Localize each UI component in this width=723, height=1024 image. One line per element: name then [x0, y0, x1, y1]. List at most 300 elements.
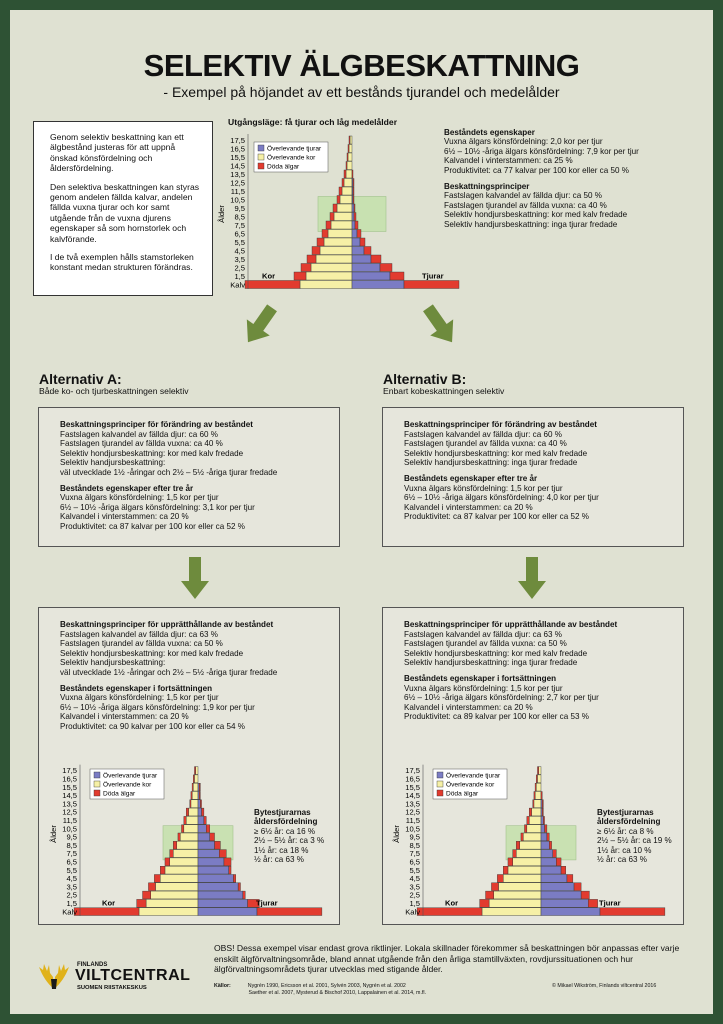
cow-dead-bar — [301, 264, 311, 272]
bull-dead-bar — [206, 825, 210, 833]
bull-dead-bar — [355, 221, 358, 229]
bull-dead-bar — [229, 866, 231, 874]
bulls-label: Tjurar — [599, 898, 621, 908]
bull-survivor-bar — [352, 213, 354, 221]
intro-paragraph: Genom selektiv beskattning kan ett älgbestånd justeras för att uppnå önskad könsfördelning och åldersfördelning. — [50, 132, 184, 174]
bull-survivor-bar — [198, 883, 238, 891]
tick-label: 11,5 — [62, 816, 77, 826]
tick-label: 7,5 — [66, 849, 77, 859]
cow-dead-bar — [154, 875, 160, 883]
alt-a-change-item: Selektiv handjursbeskattning: — [60, 458, 166, 468]
cow-survivor-bar — [189, 808, 198, 816]
cow-survivor-bar — [527, 825, 541, 833]
cow-dead-bar — [317, 238, 324, 246]
cows-label: Kor — [445, 898, 459, 908]
tick-label: Kalv — [62, 907, 77, 917]
tick-label: 3,5 — [234, 254, 245, 264]
tick-label: 8,5 — [409, 840, 420, 850]
cow-survivor-bar — [139, 908, 198, 916]
cow-dead-bar — [516, 841, 520, 849]
legend-bulls-swatch — [437, 772, 443, 778]
cow-dead-bar — [347, 153, 348, 161]
cow-survivor-bar — [536, 783, 541, 791]
tick-label: 12,5 — [230, 178, 245, 188]
cow-survivor-bar — [196, 767, 198, 775]
bull-dead-bar — [202, 808, 204, 816]
bull-survivor-bar — [198, 841, 215, 849]
cow-survivor-bar — [499, 883, 541, 891]
bull-dead-bar — [404, 281, 459, 289]
cow-dead-bar — [173, 841, 177, 849]
cow-dead-bar — [417, 908, 482, 916]
tick-label: 13,5 — [405, 799, 420, 809]
bull-dead-bar — [215, 841, 221, 849]
alt-b-change-item: Fastslagen tjurandel av fällda vuxna: ca 40 % — [404, 439, 567, 449]
cow-survivor-bar — [306, 272, 352, 280]
cow-survivor-bar — [349, 145, 352, 153]
alt-a-after-item: Produktivitet: ca 87 kalvar per 100 kor eller ca 52 % — [60, 521, 245, 531]
cow-dead-bar — [529, 808, 531, 816]
bull-survivor-bar — [541, 850, 553, 858]
bull-survivor-bar — [198, 816, 204, 824]
legend-dead-label: Döda älgar — [103, 790, 136, 798]
cow-survivor-bar — [193, 783, 198, 791]
bull-dead-bar — [588, 899, 597, 907]
bull-survivor-bar — [352, 272, 390, 280]
tick-label: 5,5 — [234, 237, 245, 247]
tick-label: 14,5 — [405, 791, 420, 801]
cow-dead-bar — [344, 170, 346, 178]
bull-dead-bar — [200, 800, 201, 808]
legend-cows-label: Överlevande kor — [103, 781, 152, 789]
tick-label: 17,5 — [62, 766, 77, 776]
cow-dead-bar — [524, 825, 526, 833]
tick-label: Kalv — [230, 280, 245, 290]
legend-bulls-swatch — [94, 772, 100, 778]
cow-survivor-bar — [316, 255, 352, 263]
cow-survivor-bar — [347, 162, 352, 170]
cow-dead-bar — [191, 792, 192, 800]
bull-dead-bar — [224, 858, 231, 866]
cow-dead-bar — [486, 891, 494, 899]
bull-dead-bar — [574, 883, 581, 891]
cow-dead-bar — [143, 891, 151, 899]
cow-dead-bar — [322, 230, 328, 238]
cow-dead-bar — [137, 899, 146, 907]
tick-label: 9,5 — [66, 832, 77, 842]
bull-dead-bar — [354, 204, 355, 212]
cow-dead-bar — [535, 783, 536, 791]
alt-a-maintain-heading: Beskattningsprinciper för upprätthållande av beståndet — [60, 620, 274, 629]
tick-label: 6,5 — [409, 857, 420, 867]
tick-label: 6,5 — [234, 229, 245, 239]
tick-label: 9,5 — [409, 832, 420, 842]
cow-dead-bar — [533, 800, 534, 808]
bull-survivor-bar — [198, 850, 219, 858]
alt-b-maintain-heading: Beskattningsprinciper för upprätthållande av beståndet — [404, 620, 618, 629]
cow-dead-bar — [193, 775, 194, 783]
tick-label: 10,5 — [62, 824, 77, 834]
cow-dead-bar — [181, 825, 183, 833]
alt-b-bull-age: 1½ år: ca 10 % — [597, 845, 652, 855]
arrow-down-right-icon — [420, 302, 460, 348]
cow-survivor-bar — [348, 153, 352, 161]
cow-survivor-bar — [300, 281, 352, 289]
legend-dead-swatch — [437, 790, 443, 796]
credit: © Mikael Wikström, Finlands viltcentral 2016 — [552, 983, 657, 989]
bull-dead-bar — [547, 833, 549, 841]
alt-a-change-box — [38, 407, 340, 547]
bull-dead-bar — [600, 908, 665, 916]
bull-dead-bar — [542, 808, 543, 816]
cow-survivor-bar — [173, 850, 198, 858]
bull-dead-bar — [210, 833, 215, 841]
cow-survivor-bar — [156, 883, 198, 891]
cow-dead-bar — [521, 833, 523, 841]
bull-survivor-bar — [352, 255, 371, 263]
tick-label: 4,5 — [66, 874, 77, 884]
cow-survivor-bar — [337, 204, 352, 212]
cow-survivor-bar — [177, 841, 198, 849]
alt-a-change-item: Fastslagen tjurandel av fällda vuxna: ca 40 % — [60, 439, 223, 449]
logo-text-top: FINLANDS — [77, 962, 108, 968]
cow-survivor-bar — [532, 808, 541, 816]
tick-label: 2,5 — [66, 890, 77, 900]
bull-survivor-bar — [541, 899, 588, 907]
bull-dead-bar — [371, 255, 381, 263]
bull-dead-bar — [543, 816, 544, 824]
cow-survivor-bar — [160, 875, 198, 883]
alt-a-after-item: Vuxna älgars könsfördelning: 1,5 kor per tjur — [60, 493, 219, 503]
cow-survivor-bar — [494, 891, 541, 899]
alt-a-cont-heading: Beståndets egenskaper i fortsättningen — [60, 683, 213, 693]
bull-survivor-bar — [541, 866, 561, 874]
tick-label: 7,5 — [409, 849, 420, 859]
cows-label: Kor — [262, 271, 276, 281]
tick-label: 2,5 — [234, 263, 245, 273]
sources-line: Saether et al. 2007, Mysterud & Bischof 2010, Lappalainen et al. 2014, m.fl. — [248, 989, 427, 996]
bull-dead-bar — [199, 783, 200, 791]
alt-b-bull-age-heading: Bytestjurarnas åldersfördelning — [597, 808, 661, 827]
initial-principle: Selektiv handjursbeskattning: inga tjurar fredade — [444, 219, 618, 229]
cow-dead-bar — [342, 179, 344, 187]
footer-note: OBS! Dessa exempel visar endast grova riktlinjer. Lokala skillnader förekommer så beskattningen bör anpassas efter varje enskilt älgförvaltningsområde, bland annat utgående från den årliga stamtillväxten, rovdjurssituationen och hur älgförvaltningsområdets tjurar utvecklas med stigande ålder. — [214, 943, 680, 975]
tick-label: 15,5 — [62, 782, 77, 792]
cow-survivor-bar — [186, 816, 198, 824]
cow-survivor-bar — [334, 213, 352, 221]
cow-dead-bar — [294, 272, 306, 280]
alt-a-maintain-item: väl utvecklade 1½ -åringar och 2½ – 5½ -åriga tjurar fredade — [60, 667, 278, 677]
alt-a-subtitle: Både ko- och tjurbeskattningen selektiv — [39, 386, 189, 396]
cow-dead-bar — [503, 866, 508, 874]
cow-survivor-bar — [192, 792, 198, 800]
cow-dead-bar — [497, 875, 503, 883]
cow-dead-bar — [337, 196, 340, 204]
cow-survivor-bar — [489, 899, 541, 907]
bull-survivor-bar — [541, 825, 545, 833]
cow-survivor-bar — [344, 179, 352, 187]
bull-dead-bar — [561, 866, 566, 874]
alt-a-bull-ages — [254, 808, 340, 864]
cow-dead-bar — [527, 816, 529, 824]
initial-principles-heading: Beskattningsprinciper — [444, 182, 530, 192]
bull-survivor-bar — [198, 866, 229, 874]
bull-dead-bar — [542, 800, 543, 808]
cow-survivor-bar — [534, 800, 541, 808]
alt-a-after-heading: Beståndets egenskaper efter tre år — [60, 483, 194, 493]
alt-b-after-item: Vuxna älgars könsfördelning: 1,5 kor per tjur — [404, 483, 563, 493]
bull-dead-bar — [353, 187, 354, 195]
bull-dead-bar — [204, 816, 206, 824]
alt-b-change-item: Fastslagen kalvandel av fällda djur: ca 60 % — [404, 429, 562, 439]
cow-dead-bar — [148, 883, 155, 891]
bulls-label: Tjurar — [422, 271, 444, 281]
tick-label: 17,5 — [405, 766, 420, 776]
alt-b-cont-heading: Beståndets egenskaper i fortsättningen — [404, 673, 557, 683]
alt-a-change-item: Fastslagen kalvandel av fällda djur: ca 60 % — [60, 429, 218, 439]
bull-survivor-bar — [352, 281, 404, 289]
cow-survivor-bar — [184, 825, 198, 833]
initial-prop: Vuxna älgars könsfördelning: 2,0 kor per tjur — [444, 137, 603, 147]
bull-dead-bar — [257, 908, 322, 916]
y-axis-label: Ålder — [392, 825, 401, 843]
tick-label: 16,5 — [230, 144, 245, 154]
tick-label: 13,5 — [230, 169, 245, 179]
alt-b-cont-item: Produktivitet: ca 89 kalvar per 100 kor eller ca 53 % — [404, 712, 589, 722]
cow-survivor-bar — [482, 908, 541, 916]
tick-label: 5,5 — [66, 865, 77, 875]
initial-prop: Produktivitet: ca 77 kalvar per 100 kor eller ca 50 % — [444, 165, 629, 175]
bull-survivor-bar — [541, 858, 556, 866]
y-axis-label: Ålder — [217, 205, 226, 223]
tick-label: 17,5 — [230, 135, 245, 145]
cow-dead-bar — [348, 145, 349, 153]
tick-label: 4,5 — [409, 874, 420, 884]
cow-dead-bar — [537, 767, 538, 775]
bull-dead-bar — [199, 792, 200, 800]
alt-b-bull-ages — [597, 808, 683, 864]
bull-survivor-bar — [198, 899, 248, 907]
cow-survivor-bar — [320, 247, 352, 255]
cow-survivor-bar — [331, 221, 352, 229]
tick-label: 16,5 — [405, 774, 420, 784]
alt-a-maintain-item: Selektiv handjursbeskattning: — [60, 658, 166, 668]
initial-prop: 6½ – 10½ -åriga älgars könsfördelning: 7,9 kor per tjur — [444, 146, 639, 156]
alt-a-title: Alternativ A: — [39, 371, 122, 387]
tick-label: 11,5 — [230, 186, 245, 196]
alt-a-cont-item: Produktivitet: ca 90 kalvar per 100 kor eller ca 54 % — [60, 721, 245, 731]
cow-survivor-bar — [503, 875, 541, 883]
cow-survivor-bar — [324, 238, 352, 246]
cow-dead-bar — [192, 783, 193, 791]
tick-label: 12,5 — [62, 807, 77, 817]
cow-dead-bar — [330, 213, 334, 221]
bull-survivor-bar — [352, 264, 380, 272]
tick-label: 10,5 — [230, 195, 245, 205]
cow-survivor-bar — [194, 775, 198, 783]
bull-dead-bar — [556, 858, 561, 866]
cow-dead-bar — [194, 767, 195, 775]
cow-survivor-bar — [529, 816, 541, 824]
cow-survivor-bar — [535, 792, 541, 800]
legend-cows-swatch — [437, 781, 443, 787]
bull-survivor-bar — [198, 800, 200, 808]
alt-a-bull-age: ½ år: ca 63 % — [254, 855, 304, 865]
logo-text-sub: SUOMEN RIISTAKESKUS — [77, 985, 147, 991]
tick-label: 1,5 — [409, 899, 420, 909]
alt-a-maintain-item: Selektiv hondjursbeskattning: kor med kalv fredade — [60, 648, 244, 658]
bull-dead-bar — [357, 230, 361, 238]
moose-antler-logo-icon — [35, 961, 73, 991]
intro-box — [33, 121, 213, 296]
bull-dead-bar — [581, 891, 589, 899]
sources-label: Källor: — [214, 983, 231, 989]
alt-a-maintain-item: Fastslagen tjurandel av fällda vuxna: ca 50 % — [60, 639, 223, 649]
cow-dead-bar — [491, 883, 498, 891]
legend-bulls-label: Överlevande tjurar — [267, 145, 322, 153]
legend-dead-swatch — [94, 790, 100, 796]
legend-cows-label: Överlevande kor — [446, 781, 495, 789]
bull-dead-bar — [364, 247, 371, 255]
tick-label: 12,5 — [405, 807, 420, 817]
cow-dead-bar — [245, 281, 300, 289]
cow-dead-bar — [312, 247, 320, 255]
bull-survivor-bar — [541, 908, 600, 916]
bull-survivor-bar — [198, 875, 233, 883]
tick-label: 10,5 — [405, 824, 420, 834]
alt-b-change-box — [382, 407, 684, 547]
alt-a-cont-item: 6½ – 10½ -åriga älgars könsfördelning: 1,9 kor per tjur — [60, 702, 255, 712]
tick-label: 4,5 — [234, 246, 245, 256]
legend-bulls-label: Överlevande tjurar — [103, 772, 158, 780]
legend-bulls-label: Överlevande tjurar — [446, 772, 501, 780]
alt-b-maintain-item: Fastslagen tjurandel av fällda vuxna: ca 50 % — [404, 639, 567, 649]
bull-dead-bar — [353, 196, 354, 204]
cow-dead-bar — [346, 162, 347, 170]
alt-b-maintain-item: Fastslagen kalvandel av fällda djur: ca 63 % — [404, 629, 562, 639]
sources — [214, 983, 426, 996]
cow-survivor-bar — [146, 899, 198, 907]
tick-label: 14,5 — [230, 161, 245, 171]
alt-b-bull-age: ½ år: ca 63 % — [597, 855, 647, 865]
bull-survivor-bar — [541, 875, 567, 883]
bull-dead-bar — [390, 272, 404, 280]
bull-survivor-bar — [352, 238, 360, 246]
bull-dead-bar — [567, 875, 573, 883]
cow-dead-bar — [178, 833, 180, 841]
bull-survivor-bar — [541, 891, 581, 899]
cow-survivor-bar — [520, 841, 541, 849]
cow-survivor-bar — [191, 800, 198, 808]
tick-label: 1,5 — [234, 271, 245, 281]
legend-dead-label: Döda älgar — [446, 790, 479, 798]
alt-a-bull-age-heading: Bytestjurarnas åldersfördelning — [254, 808, 318, 827]
cow-survivor-bar — [537, 775, 541, 783]
bull-dead-bar — [219, 850, 226, 858]
initial-pyramid-chart — [217, 132, 444, 294]
cow-dead-bar — [184, 816, 186, 824]
alt-b-subtitle: Enbart kobeskattningen selektiv — [383, 386, 505, 396]
alt-a-bull-age: ≥ 6½ år: ca 16 % — [254, 826, 316, 836]
page-title: SELEKTIV ÄLGBESKATTNING — [143, 48, 580, 83]
cow-survivor-bar — [180, 833, 198, 841]
arrow-down-icon — [175, 555, 215, 601]
alt-a-bull-age: 1½ år: ca 18 % — [254, 845, 309, 855]
cow-survivor-bar — [342, 187, 352, 195]
cow-dead-bar — [480, 899, 489, 907]
bull-survivor-bar — [198, 908, 257, 916]
alt-a-cont-item: Vuxna älgars könsfördelning: 1,5 kor per tjur — [60, 693, 219, 703]
cow-dead-bar — [513, 850, 517, 858]
alt-b-maintain-item: Selektiv hondjursbeskattning: kor med kalv fredade — [404, 648, 588, 658]
tick-label: 7,5 — [234, 220, 245, 230]
cow-survivor-bar — [539, 767, 541, 775]
initial-prop: Kalvandel i vinterstammen: ca 25 % — [444, 156, 573, 166]
bull-dead-bar — [360, 238, 365, 246]
legend-dead-swatch — [258, 163, 264, 169]
bull-survivor-bar — [541, 833, 547, 841]
tick-label: 6,5 — [66, 857, 77, 867]
cow-survivor-bar — [328, 230, 352, 238]
bull-dead-bar — [553, 850, 557, 858]
tick-label: 8,5 — [234, 212, 245, 222]
tick-label: 15,5 — [230, 152, 245, 162]
bull-dead-bar — [545, 825, 547, 833]
bull-survivor-bar — [541, 883, 574, 891]
bull-survivor-bar — [198, 833, 210, 841]
alt-b-title: Alternativ B: — [383, 371, 467, 387]
bull-survivor-bar — [541, 816, 543, 824]
alt-b-cont-item: Kalvandel i vinterstammen: ca 20 % — [404, 702, 533, 712]
legend-cows-label: Överlevande kor — [267, 154, 316, 162]
alt-b-after-item: Kalvandel i vinterstammen: ca 20 % — [404, 502, 533, 512]
alt-b-maintain-item: Selektiv handjursbeskattning: inga tjurar fredade — [404, 658, 578, 668]
bull-survivor-bar — [198, 825, 206, 833]
alt-a-after-item: Kalvandel i vinterstammen: ca 20 % — [60, 512, 189, 522]
sources-line: Nygrén 1990, Ericsson et al. 2001, Sylvén 2003, Nygrén et al. 2002 — [247, 983, 406, 989]
tick-label: 15,5 — [405, 782, 420, 792]
cow-dead-bar — [170, 850, 174, 858]
alt-a-maintain-item: Fastslagen kalvandel av fällda djur: ca 63 % — [60, 629, 218, 639]
cow-dead-bar — [160, 866, 165, 874]
initial-props-heading: Beståndets egenskaper — [444, 128, 535, 137]
alt-a-change-item: väl utvecklade 1½ -åringar och 2½ – 5½ -åriga tjurar fredade — [60, 467, 278, 477]
intro-paragraph: Den selektiva beskattningen kan styras genom andelen fällda kalvar, andelen fällda vuxna tjurar och kor samt utgående från de vuxna djurens egenskaper så som hornstorlek och kalvförande. — [50, 181, 200, 244]
alt-b-cont-item: Vuxna älgars könsfördelning: 1,5 kor per tjur — [404, 683, 563, 693]
cow-survivor-bar — [340, 196, 352, 204]
bulls-label: Tjurar — [256, 898, 278, 908]
tick-label: 1,5 — [66, 899, 77, 909]
alt-b-change-item: Selektiv handjursbeskattning: inga tjurar fredade — [404, 458, 578, 468]
bull-dead-bar — [354, 213, 356, 221]
bull-dead-bar — [243, 891, 245, 899]
bull-survivor-bar — [198, 891, 243, 899]
tick-label: 16,5 — [62, 774, 77, 784]
cow-survivor-bar — [165, 866, 198, 874]
tick-label: 9,5 — [234, 203, 245, 213]
cow-survivor-bar — [170, 858, 198, 866]
alt-b-bull-age: 2½ – 5½ år: ca 19 % — [597, 836, 672, 846]
cow-survivor-bar — [508, 866, 541, 874]
alt-b-after-heading: Beståndets egenskaper efter tre år — [404, 473, 538, 483]
cow-survivor-bar — [311, 264, 352, 272]
initial-principle: Fastslagen tjurandel av fällda vuxna: ca 40 % — [444, 200, 607, 210]
bull-dead-bar — [352, 170, 353, 178]
bull-dead-bar — [353, 179, 354, 187]
cow-survivor-bar — [513, 858, 541, 866]
initial-properties — [444, 128, 714, 229]
cow-dead-bar — [508, 858, 513, 866]
